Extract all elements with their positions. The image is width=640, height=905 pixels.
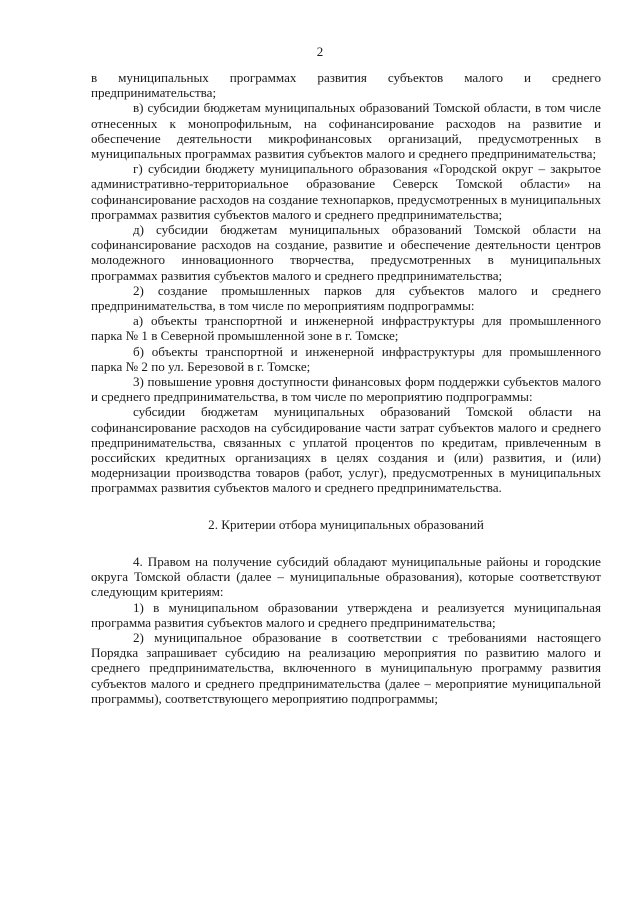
paragraph-item-4: 4. Правом на получение субсидий обладают муниципальные районы и городские округа Томской области (далее – муниципальные образования), которые соответствуют следующим критериям: [91,553,601,600]
paragraph-item-3: 3) повышение уровня доступности финансовых форм поддержки субъектов малого и среднего предпринимательства, в том числе по мероприятию подпрограммы: [91,374,601,405]
paragraph-item-v: в) субсидии бюджетам муниципальных образований Томской области, в том числе отнесенных к монопрофильным, на софинансирование расходов на развитие и обеспечение деятельности микрофинансовых организаций, предусмотренных в муниципальных программах развития субъектов малого и среднего предпринимательства; [91,100,601,162]
paragraph-item-b: б) объекты транспортной и инженерной инфраструктуры для промышленного парка № 2 по ул. Березовой в г. Томске; [91,343,601,374]
paragraph-criterion-2: 2) муниципальное образование в соответствии с требованиями настоящего Порядка запрашивает субсидию на реализацию мероприятия по развитию малого и среднего предпринимательства, включенного в муниципальную программу развития субъектов малого и среднего предпринимательства (далее – мероприятие муниципальной программы), соответствующего мероприятию подпрограммы; [91,629,601,706]
paragraph-item-a: а) объекты транспортной и инженерной инфраструктуры для промышленного парка № 1 в Северной промышленной зоне в г. Томске; [91,313,601,344]
document-body [91,70,601,706]
paragraph-item-2: 2) создание промышленных парков для субъектов малого и среднего предпринимательства, в том числе по мероприятиям подпрограммы: [91,282,601,314]
paragraph-item-g: г) субсидии бюджету муниципального образования «Городской округ – закрытое административно-территориальное образование Северск Томской области» на софинансирование расходов на создание технопарков, предусмотренных в муниципальных программах развития субъектов малого и среднего предпринимательства; [91,161,602,222]
page-number: 2 [316,44,324,59]
section-heading: 2. Критерии отбора муниципальных образований [208,516,484,532]
paragraph-criterion-1: 1) в муниципальном образовании утверждена и реализуется муниципальная программа развития субъектов малого и среднего предпринимательства; [91,599,601,630]
paragraph-continuation: в муниципальных программах развития субъектов малого и среднего предпринимательства; [91,70,601,101]
paragraph-subsidies: субсидии бюджетам муниципальных образований Томской области на софинансирование расходов на субсидирование части затрат субъектов малого и среднего предпринимательства, связанных с уплатой процентов по кредитам, привлеченным в российских кредитных организациях в целях создания и (или) развития, и (или) модернизации производства товаров (работ, услуг), предусмотренных в муниципальных программах развития субъектов малого и среднего предпринимательства. [91,404,601,496]
paragraph-item-d: д) субсидии бюджетам муниципальных образований Томской области на софинансирование расходов на создание, развитие и обеспечение деятельности центров молодежного инновационного творчества, предусмотренных в муниципальных программах развития субъектов малого и среднего предпринимательства; [91,222,601,283]
